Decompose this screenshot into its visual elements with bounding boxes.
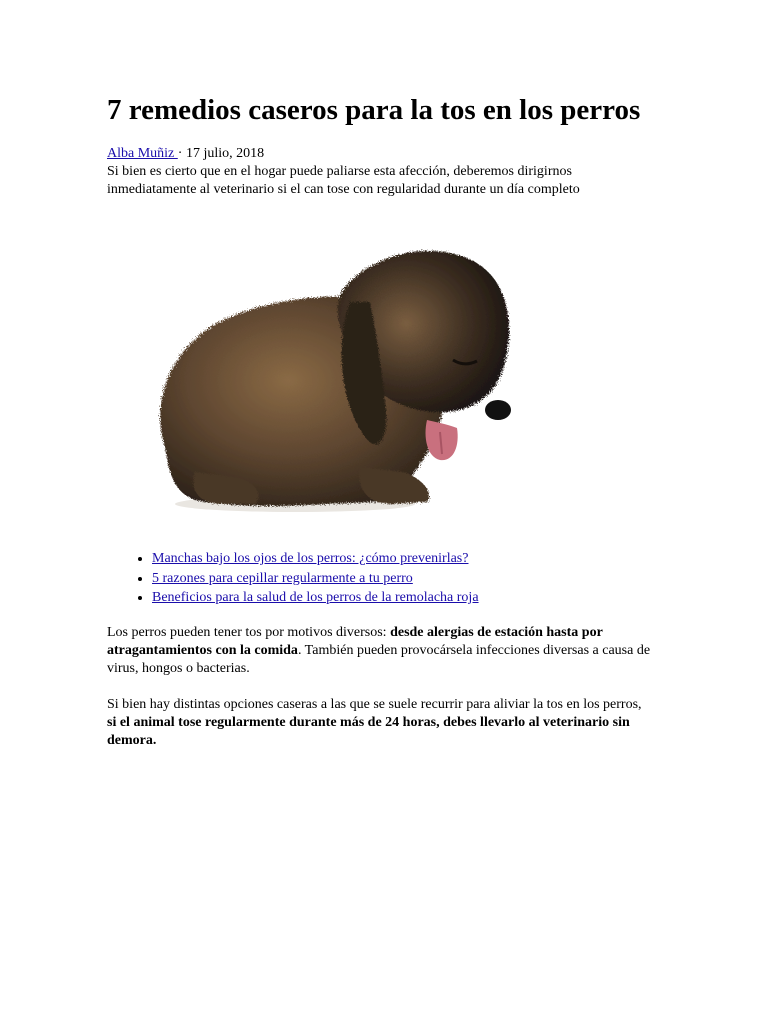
list-item [152,549,479,569]
publish-date: 17 julio, 2018 [185,146,265,161]
article-title: 7 remedios caseros para la tos en los perros [107,94,641,126]
related-link[interactable]: Beneficios para la salud de los perros de la remolacha roja [152,590,479,605]
related-link[interactable]: Manchas bajo los ojos de los perros: ¿cómo prevenirlas? [152,551,469,566]
author-link[interactable]: Alba Muñiz [107,146,178,161]
intro-text: Si bien es cierto que en el hogar puede paliarse esta afección, deberemos dirigirnos inmediatamente al veterinario si el can tose con regularidad durante un día completo [107,164,580,197]
related-link[interactable]: 5 razones para cepillar regularmente a tu perro [152,570,413,586]
body-paragraph-advice [107,696,647,750]
list-item [152,569,479,589]
related-links-list [107,549,479,608]
paragraph-bold-text: si el animal tose regularmente durante más de 24 horas, debes llevarlo al veterinario sin demora. [107,715,630,748]
list-item [152,588,479,608]
byline [107,145,264,163]
byline-separator: · [177,146,186,161]
dog-image [135,232,525,522]
paragraph-bold-text: desde alergias de estación hasta por atragantamientos con la comida [107,625,603,658]
body-paragraph-causes [107,624,652,678]
paragraph-text: Los perros pueden tener tos por motivos diversos: [107,625,391,640]
paragraph-text: . También pueden provocársela infecciones diversas a causa de virus, hongos o bacterias. [107,643,651,676]
paragraph-text: Si bien hay distintas opciones caseras a las que se suele recurrir para aliviar la tos en los perros, [107,697,642,712]
dog-icon [135,232,525,522]
